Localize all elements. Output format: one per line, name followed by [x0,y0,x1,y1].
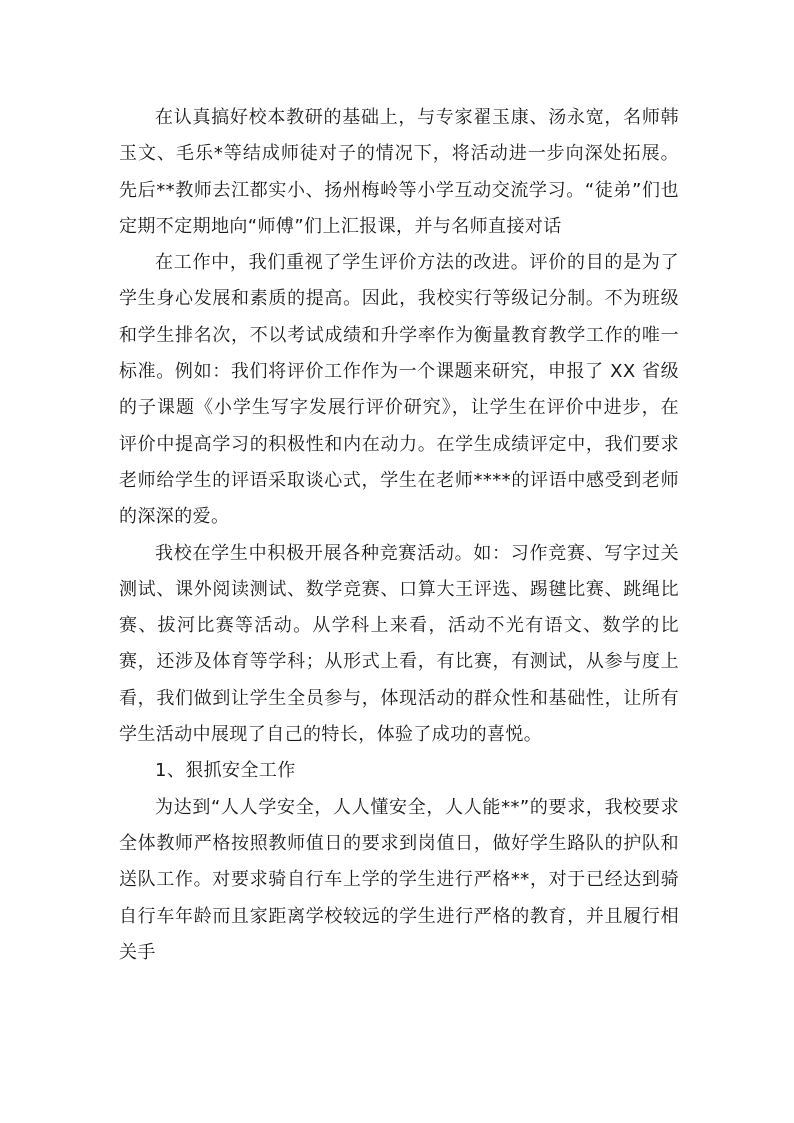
section-heading-safety: 1、狠抓安全工作 [155,760,296,782]
paragraph-mentorship: 在认真搞好校本教研的基础上，与专家翟玉康、汤永宽，名师韩玉文、毛乐*等结成师徒对子的情况下，将活动进一步向深处拓展。先后**教师去江都实小、扬州梅岭等小学互动交流学习。“徒弟”们也定期不定期地向“师傅”们上汇报课，并与名师直接对话 [119,107,679,237]
paragraph-student-evaluation: 在工作中，我们重视了学生评价方法的改进。评价的目的是为了学生身心发展和素质的提高。因此，我校实行等级记分制。不为班级和学生排名次，不以考试成绩和升学率作为衡量教育教学工作的唯一标准。例如：我们将评价工作作为一个课题来研究，申报了 XX 省级的子课题《小学生写字发展行评价研究》，让学生在评价中进步，在评价中提高学习的积极性和内在动力。在学生成绩评定中，我们要求老师给学生的评语采取谈心式，学生在老师****的评语中感受到老师的深深的爱。 [119,252,679,528]
paragraph-competitions: 我校在学生中积极开展各种竞赛活动。如：习作竞赛、写字过关测试、课外阅读测试、数学竞赛、口算大王评选、踢毽比赛、跳绳比赛、拔河比赛等活动。从学科上来看，活动不光有语文、数学的比赛，还涉及体育等学科；从形式上看，有比赛，有测试，从参与度上看，我们做到让学生全员参与，体现活动的群众性和基础性，让所有学生活动中展现了自己的特长，体验了成功的喜悦。 [119,542,679,746]
document-body [119,100,679,971]
paragraph-safety: 为达到“人人学安全，人人懂安全，人人能**”的要求，我校要求全体教师严格按照教师值日的要求到岗值日，做好学生路队的护队和送队工作。对要求骑自行车上学的学生进行严格**，对于已经达到骑自行车年龄而且家距离学校较远的学生进行严格的教育，并且履行相关手 [119,796,679,963]
